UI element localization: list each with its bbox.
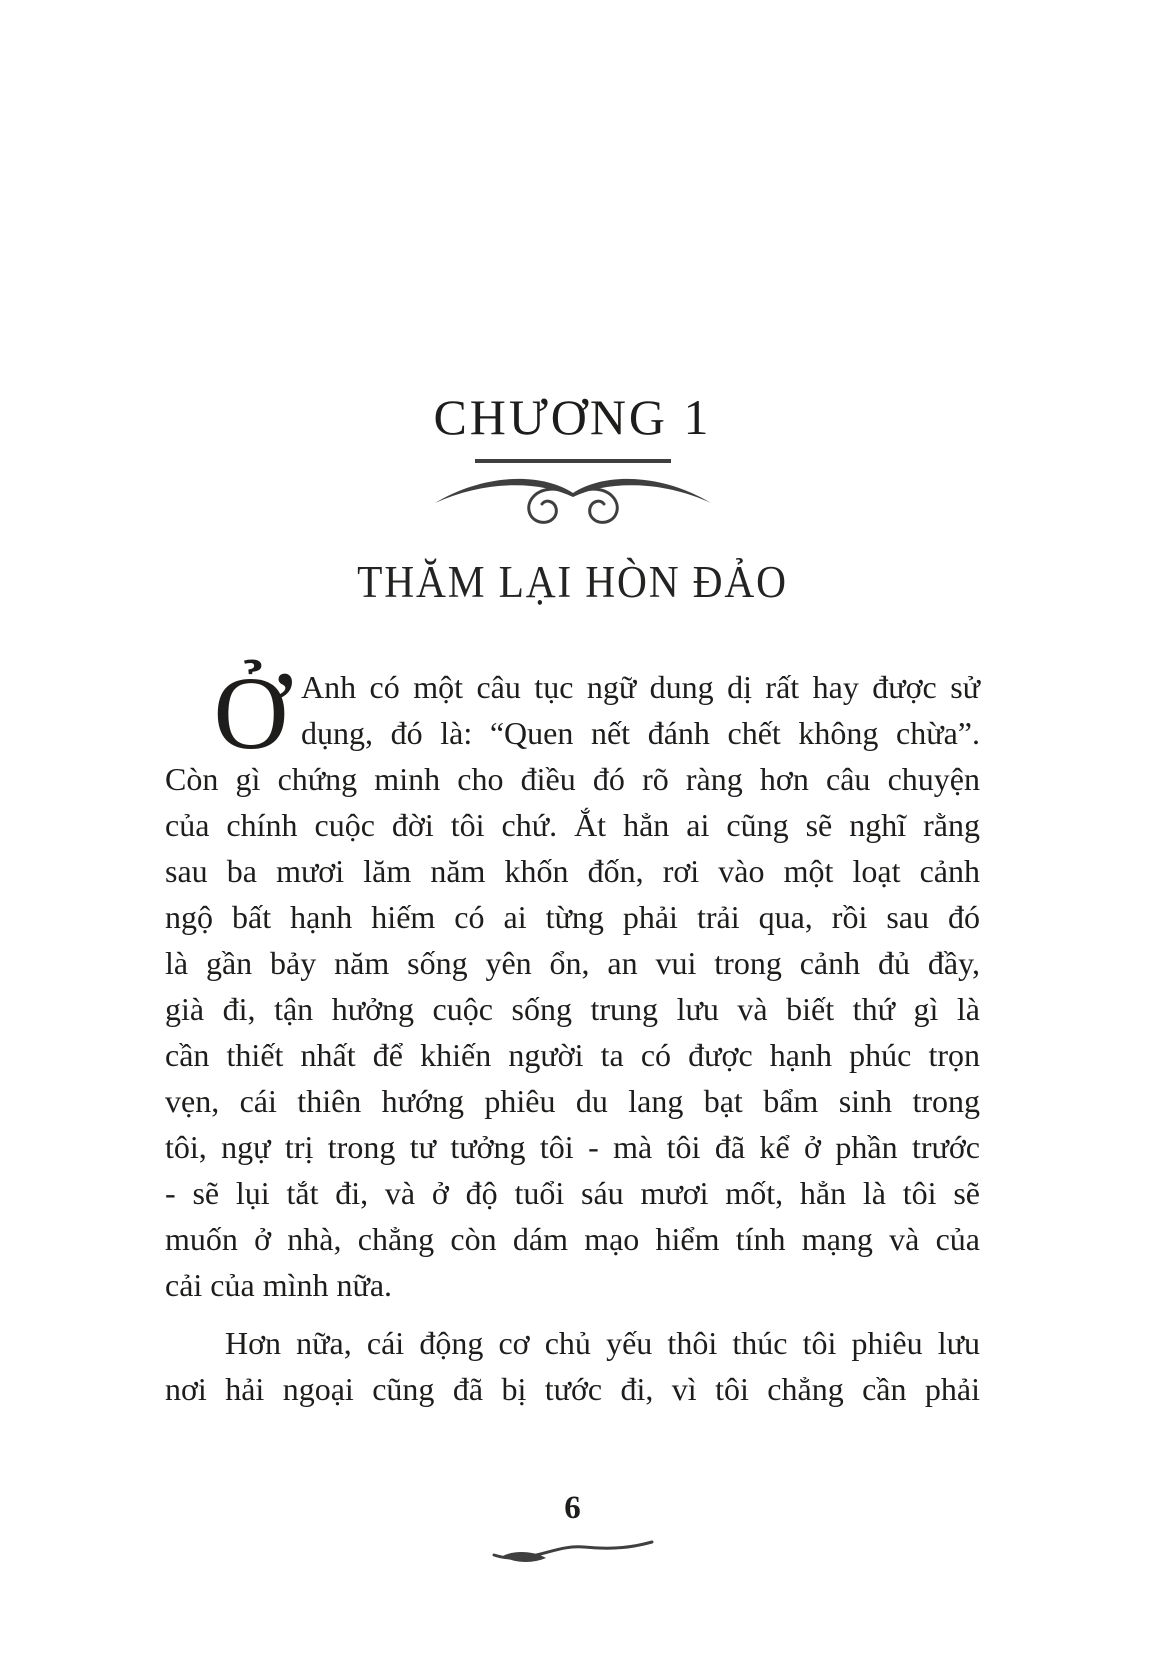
chapter-title: THĂM LẠI HÒN ĐẢO (357, 557, 788, 607)
chapter-heading: CHƯƠNG 1 (433, 389, 712, 445)
paragraph (165, 1320, 980, 1412)
text-line: tôi, ngự trị trong tư tưởng tôi - mà tôi đã kể ở phần trước (165, 1129, 980, 1165)
leaf-flourish-icon (488, 1536, 658, 1564)
text-line: nơi hải ngoại cũng đã bị tước đi, vì tôi chẳng cần phải (165, 1371, 980, 1407)
text-line: sau ba mươi lăm năm khốn đốn, rơi vào một loạt cảnh (165, 853, 980, 889)
text-line: ngộ bất hạnh hiếm có ai từng phải trải qua, rồi sau đó (165, 899, 980, 935)
text-line: dụng, đó là: “Quen nết đánh chết không chừa”. (301, 715, 980, 751)
paragraph (165, 656, 980, 1308)
chapter-rule (475, 459, 671, 463)
body-text (165, 656, 980, 1412)
text-line: - sẽ lụi tắt đi, và ở độ tuổi sáu mươi mốt, hẳn là tôi sẽ (165, 1175, 980, 1211)
text-line: Hơn nữa, cái động cơ chủ yếu thôi thúc tôi phiêu lưu (225, 1325, 980, 1361)
text-line: Còn gì chứng minh cho điều đó rõ ràng hơn câu chuyện (165, 761, 980, 797)
text-line: muốn ở nhà, chẳng còn dám mạo hiểm tính mạng và của (165, 1221, 980, 1257)
text-line: là gần bảy năm sống yên ổn, an vui trong cảnh đủ đầy, (165, 945, 980, 981)
text-line: của chính cuộc đời tôi chứ. Ắt hẳn ai cũng sẽ nghĩ rằng (165, 807, 980, 843)
text-column (165, 0, 980, 1662)
text-line: vẹn, cái thiên hướng phiêu du lang bạt bẩm sinh trong (165, 1083, 980, 1119)
drop-cap: Ở (213, 656, 289, 771)
page-number: 6 (564, 1490, 581, 1526)
text-line: Anh có một câu tục ngữ dung dị rất hay được sử (301, 669, 980, 705)
text-line: cần thiết nhất để khiến người ta có được hạnh phúc trọn (165, 1037, 980, 1073)
text-line: già đi, tận hưởng cuộc sống trung lưu và biết thứ gì là (165, 991, 980, 1027)
swirl-divider-ornament-icon (423, 467, 723, 525)
text-line: cải của mình nữa. (165, 1267, 393, 1303)
